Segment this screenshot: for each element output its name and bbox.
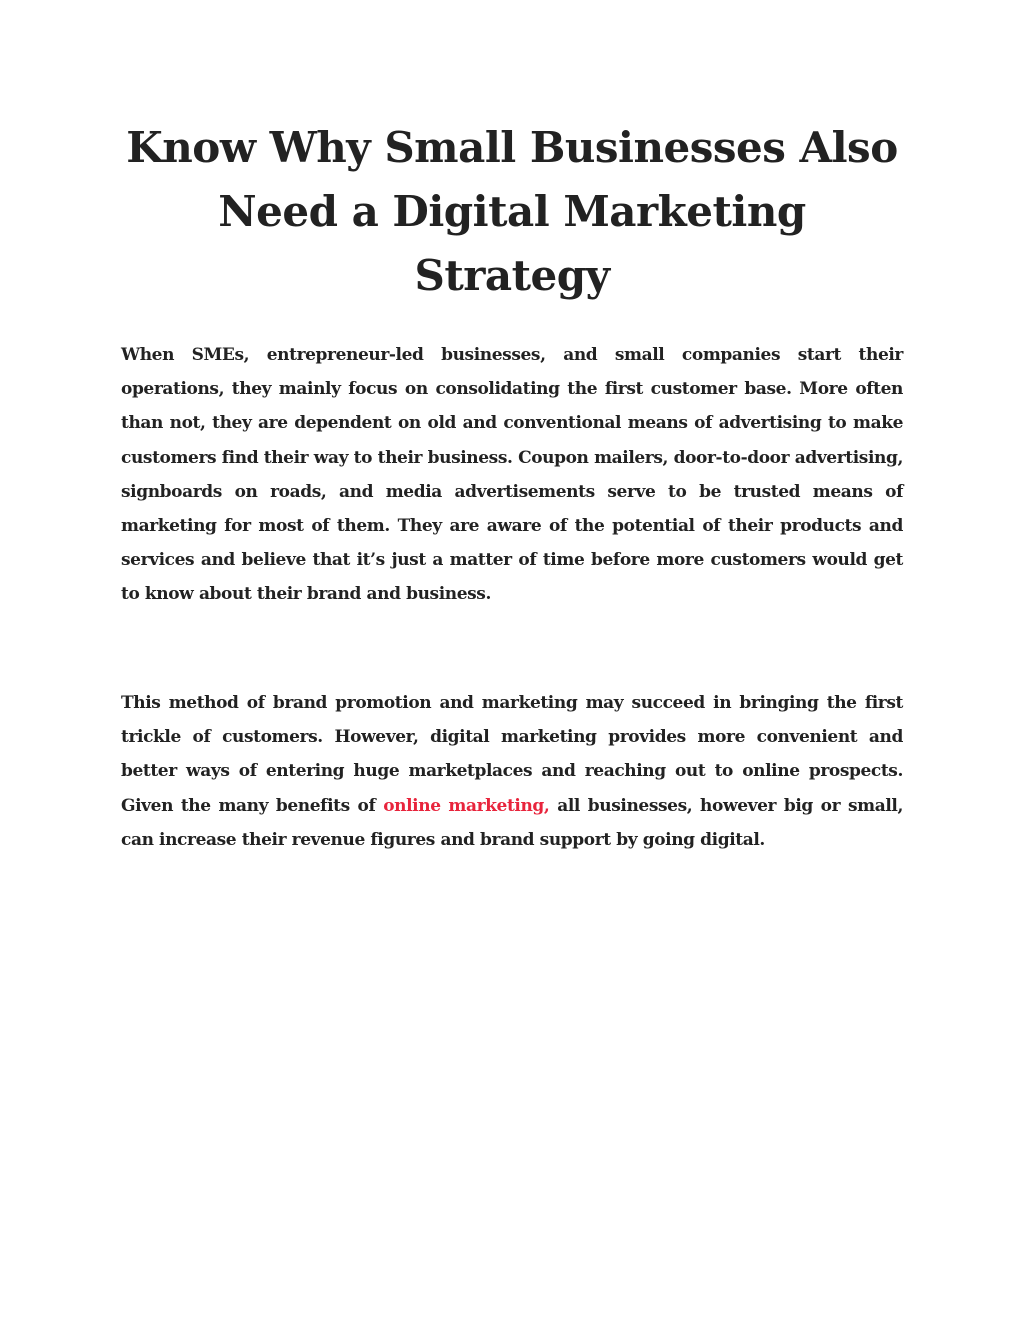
paragraph-intro: When SMEs, entrepreneur-led businesses, and small companies start their operations, they mainly focus on consolidating the first customer base. More often than not, they are dependent on old and conventional means of advertising to make customers find their way to their business. Coupon mailers, door-to-door advertising, signboards on roads, and media advertisements serve to be trusted means of marketing for most of them. They are aware of the potential of their products and services and believe that it’s just a matter of time before more customers would get to know about their brand and business. xyxy=(121,345,903,605)
online-marketing-link[interactable]: online marketing, xyxy=(383,795,550,816)
paragraph-digital-marketing xyxy=(121,686,903,857)
document-title: Know Why Small Businesses Also Need a Digital Marketing Strategy xyxy=(126,123,898,300)
paragraph-text-after-link: all businesses, however big or small, can increase their revenue figures and brand support by going digital. xyxy=(121,795,903,850)
paragraph-text-before-link: This method of brand promotion and marketing may succeed in bringing the first trickle of customers. However, digital marketing provides more convenient and better ways of entering huge marketplaces and reaching out to online prospects. Given the many benefits of xyxy=(121,693,903,816)
